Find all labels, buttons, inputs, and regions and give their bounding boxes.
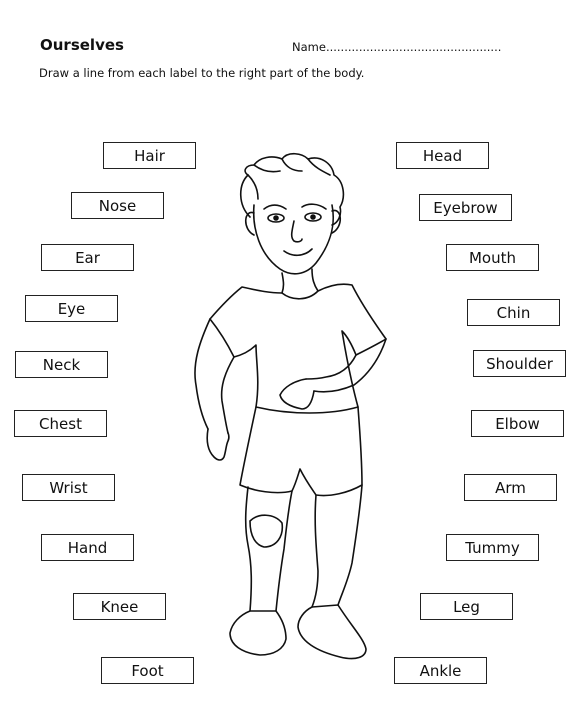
name-line [292,40,501,54]
hair-strands [248,159,330,199]
worksheet-title: Ourselves [40,36,124,54]
left-hand [207,429,229,460]
left-foot [230,611,286,655]
right-arm [306,339,386,392]
left-eyebrow [264,205,286,209]
name-dots: ................................................ [325,40,502,54]
label-neck[interactable]: Neck [15,351,108,378]
mouth-outline [284,249,312,255]
left-arm [195,319,234,433]
right-leg [312,485,362,607]
label-foot[interactable]: Foot [101,657,194,684]
tshirt-outline [210,284,386,413]
left-leg [246,487,292,611]
label-mouth[interactable]: Mouth [446,244,539,271]
instruction-text: Draw a line from each label to the right part of the body. [39,66,365,80]
right-pupil [311,215,315,219]
label-leg[interactable]: Leg [420,593,513,620]
label-shoulder[interactable]: Shoulder [473,350,566,377]
label-tummy[interactable]: Tummy [446,534,539,561]
left-knee [250,515,282,547]
right-hand [280,379,314,409]
right-foot [298,605,366,659]
label-head[interactable]: Head [396,142,489,169]
right-eyebrow [302,204,326,209]
label-eyebrow[interactable]: Eyebrow [419,194,512,221]
label-eye[interactable]: Eye [25,295,118,322]
label-chin[interactable]: Chin [467,299,560,326]
label-arm[interactable]: Arm [464,474,557,501]
label-ear[interactable]: Ear [41,244,134,271]
label-chest[interactable]: Chest [14,410,107,437]
label-elbow[interactable]: Elbow [471,410,564,437]
label-hair[interactable]: Hair [103,142,196,169]
label-knee[interactable]: Knee [73,593,166,620]
nose-outline [292,221,302,242]
name-label: Name [292,40,326,54]
left-pupil [274,216,278,220]
boy-outline-drawing [180,145,400,685]
label-hand[interactable]: Hand [41,534,134,561]
label-ankle[interactable]: Ankle [394,657,487,684]
shorts-outline [240,407,362,496]
label-wrist[interactable]: Wrist [22,474,115,501]
label-nose[interactable]: Nose [71,192,164,219]
